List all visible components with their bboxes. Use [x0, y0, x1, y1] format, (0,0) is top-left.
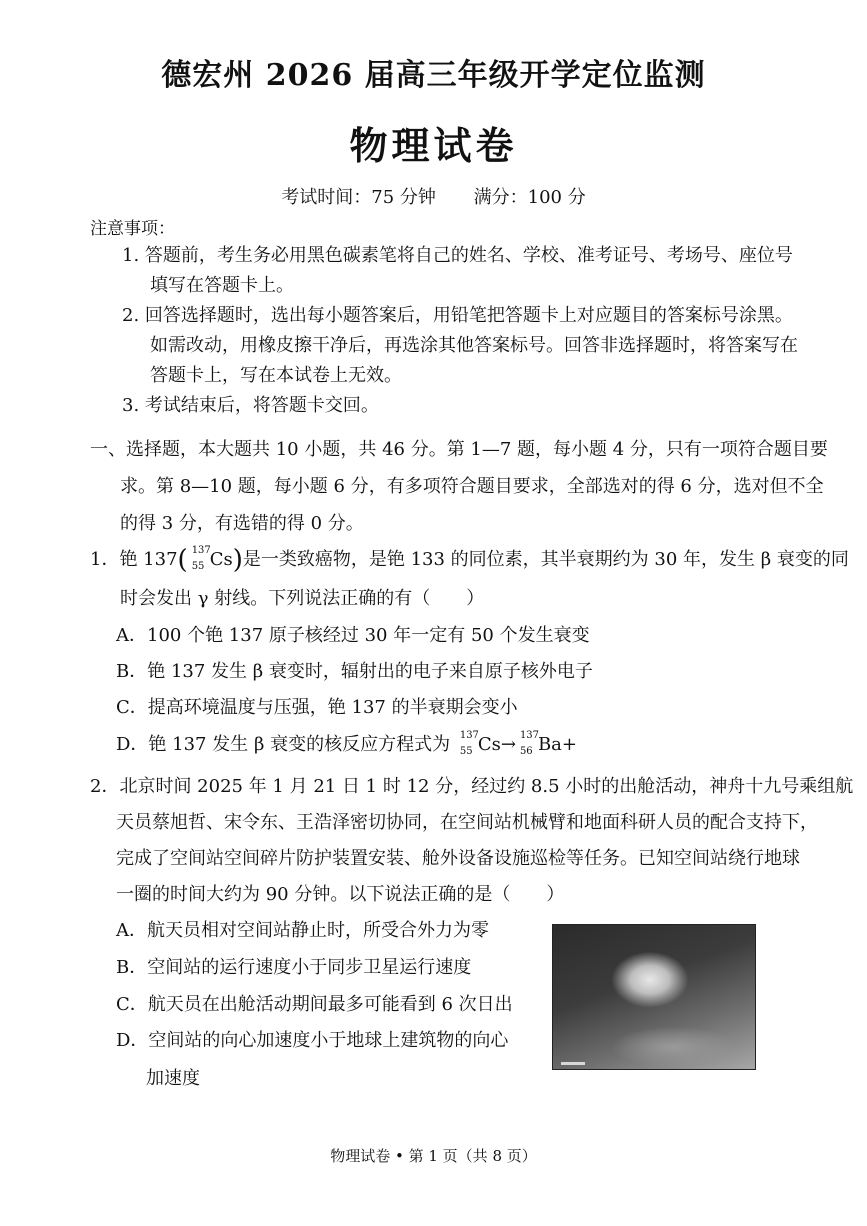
section-instruction: 一、选择题，本大题共 10 小题，共 46 分。第 1—7 题，每小题 4 分，只有一项符合题目要: [90, 439, 828, 460]
note-line: 3. 考试结束后，将答题卡交回。: [122, 395, 379, 416]
question-1-option-c: C．提高环境温度与压强，铯 137 的半衰期会变小: [116, 697, 518, 718]
isotope-cs137: 137 55: [191, 545, 211, 572]
section-instruction: 求。第 8—10 题，每小题 6 分，有多项符合题目要求，全部选对的得 6 分，选对但不全: [120, 476, 824, 497]
exam-meta: [0, 183, 867, 209]
question-1-option-b: B．铯 137 发生 β 衰变时，辐射出的电子来自原子核外电子: [116, 661, 593, 682]
subject-title: 物理试卷: [349, 123, 518, 168]
question-1-option-d: D．铯 137 发生 β 衰变的核反应方程式为 137 55 Cs→ 137 56 Ba+: [116, 730, 577, 757]
photo-caption-mark: [561, 1062, 585, 1065]
question-2-option-c: C．航天员在出舱活动期间最多可能看到 6 次日出: [116, 994, 513, 1015]
section-instruction: 的得 3 分，有选错的得 0 分。: [120, 513, 364, 534]
page-footer: 物理试卷 • 第 1 页（共 8 页）: [330, 1147, 537, 1165]
question-2-option-b: B．空间站的运行速度小于同步卫星运行速度: [116, 957, 472, 978]
question-2-stem: 2．北京时间 2025 年 1 月 21 日 1 时 12 分，经过约 8.5 小时的出舱活动，神舟十九号乘组航: [90, 776, 854, 797]
note-line: 填写在答题卡上。: [150, 275, 294, 296]
full-score: 满分：100 分: [473, 187, 586, 208]
equation-cs: 137 55: [459, 730, 479, 757]
question-2-option-d-cont: 加速度: [146, 1068, 200, 1089]
question-2-stem: 完成了空间站空间碎片防护装置安装、舱外设备设施巡检等任务。已知空间站绕行地球: [116, 848, 800, 869]
question-1-stem: 1．铯 137( 137 55 Cs)是一类致癌物，是铯 133 的同位素，其半衰期约为 30 年，发生 β 衰变的同: [90, 545, 849, 575]
notes-heading: 注意事项：: [90, 219, 175, 239]
question-2-option-a: A．航天员相对空间站静止时，所受合外力为零: [116, 920, 489, 941]
equation-ba: 137 56: [519, 730, 540, 757]
question-2-option-d: D．空间站的向心加速度小于地球上建筑物的向心: [116, 1030, 509, 1051]
exam-time: 考试时间：75 分钟: [281, 187, 436, 208]
question-1-option-a: A．100 个铯 137 原子核经过 30 年一定有 50 个发生衰变: [116, 625, 590, 646]
question-1-stem: 时会发出 γ 射线。下列说法正确的有（ ）: [120, 588, 485, 609]
exam-title: 德宏州 2026 届高三年级开学定位监测: [161, 58, 706, 93]
astronaut-photo: [552, 924, 756, 1070]
note-line: 1. 答题前，考生务必用黑色碳素笔将自己的姓名、学校、准考证号、考场号、座位号: [122, 245, 793, 266]
note-line: 答题卡上，写在本试卷上无效。: [150, 365, 402, 386]
question-2-stem: 天员蔡旭哲、宋令东、王浩泽密切协同，在空间站机械臂和地面科研人员的配合支持下，: [116, 812, 818, 833]
note-line: 如需改动，用橡皮擦干净后，再选涂其他答案标号。回答非选择题时，将答案写在: [150, 335, 798, 356]
question-2-stem: 一圈的时间大约为 90 分钟。以下说法正确的是（ ）: [116, 884, 565, 905]
note-line: 2. 回答选择题时，选出每小题答案后，用铅笔把答题卡上对应题目的答案标号涂黑。: [122, 305, 793, 326]
